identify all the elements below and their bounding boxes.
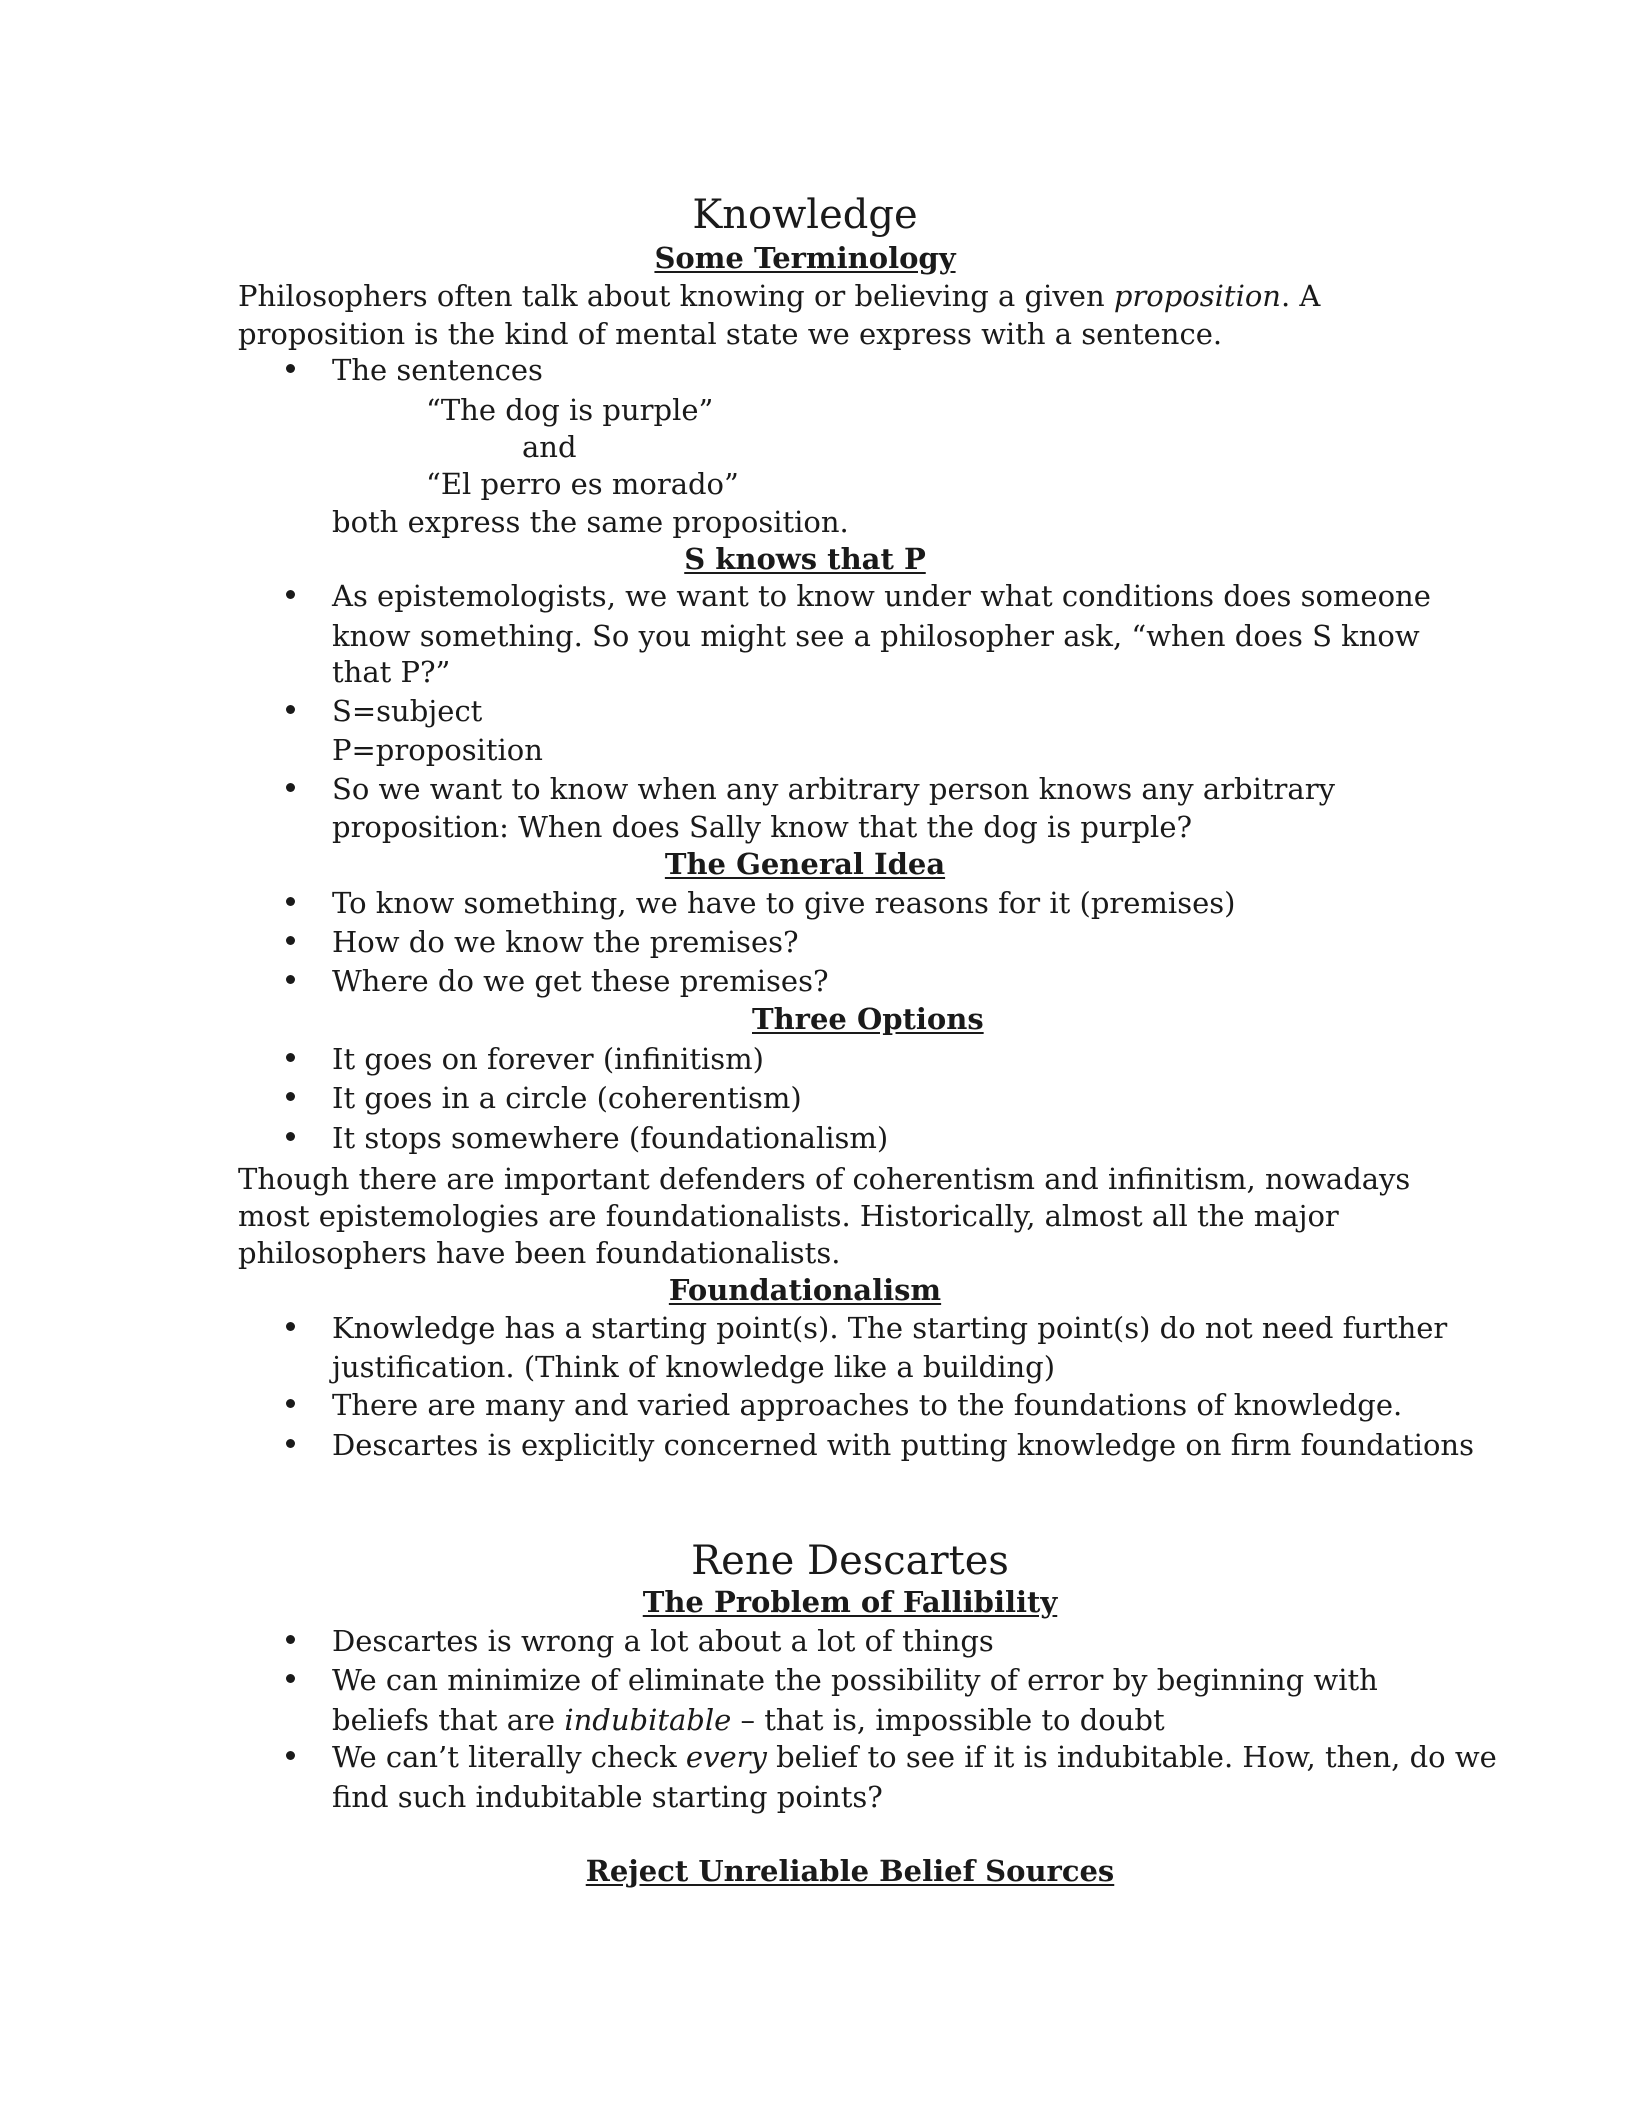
list-item: How do we know the premises?	[332, 925, 799, 959]
list-item	[332, 1739, 1497, 1775]
list-item-continuation: justification. (Think of knowledge like a building)	[332, 1350, 1056, 1384]
bullet-icon	[286, 783, 295, 792]
text-span: Philosophers often talk about knowing or believing a given	[238, 279, 1114, 313]
paragraph-line: Though there are important defenders of coherentism and infinitism, nowadays	[238, 1162, 1411, 1196]
emphasis-text: indubitable	[564, 1703, 732, 1737]
section-heading-general-idea: The General Idea	[664, 847, 946, 881]
section-heading-s-knows: S knows that P	[684, 542, 926, 576]
example-sentence: “The dog is purple”	[426, 393, 714, 427]
bullet-icon	[286, 364, 295, 373]
list-item-continuation: proposition: When does Sally know that the dog is purple?	[332, 810, 1193, 844]
text-span: beliefs that are	[332, 1703, 565, 1737]
bullet-icon	[286, 1053, 295, 1062]
section-heading-fallibility: The Problem of Fallibility	[642, 1585, 1058, 1619]
section-heading-foundationalism: Foundationalism	[668, 1273, 942, 1307]
bullet-icon	[286, 1399, 295, 1408]
list-item-continuation: find such indubitable starting points?	[332, 1780, 883, 1814]
bullet-icon	[286, 1322, 295, 1331]
section-heading-three-options: Three Options	[752, 1002, 984, 1036]
bullet-icon	[286, 1439, 295, 1448]
section-heading-terminology: Some Terminology	[654, 241, 956, 275]
list-item: S=subject	[332, 694, 483, 728]
text-span: – that is, impossible to doubt	[731, 1703, 1165, 1737]
list-item: Descartes is wrong a lot about a lot of things	[332, 1624, 994, 1658]
list-item: So we want to know when any arbitrary person knows any arbitrary	[332, 772, 1335, 806]
list-item: It goes in a circle (coherentism)	[332, 1081, 802, 1115]
list-item-continuation: P=proposition	[332, 733, 543, 767]
example-sentence: “El perro es morado”	[426, 467, 739, 501]
paragraph-line: most epistemologies are foundationalists. Historically, almost all the major	[238, 1199, 1339, 1233]
emphasis-text: every	[685, 1740, 767, 1774]
bullet-icon	[286, 897, 295, 906]
bullet-icon	[286, 1132, 295, 1141]
list-item-continuation: know something. So you might see a philosopher ask, “when does S know	[332, 619, 1420, 653]
section-title-descartes: Rene Descartes	[691, 1538, 1009, 1584]
list-item: We can minimize of eliminate the possibility of error by beginning with	[332, 1663, 1378, 1697]
bullet-icon	[286, 936, 295, 945]
paragraph-line: philosophers have been foundationalists.	[238, 1236, 841, 1270]
list-item: Where do we get these premises?	[332, 964, 829, 998]
list-item: Descartes is explicitly concerned with putting knowledge on firm foundations	[332, 1428, 1474, 1462]
example-connector: and	[522, 430, 577, 464]
list-item-continuation: both express the same proposition.	[332, 505, 849, 539]
list-item: Knowledge has a starting point(s). The starting point(s) do not need further	[332, 1311, 1448, 1345]
section-heading-reject-sources: Reject Unreliable Belief Sources	[585, 1854, 1115, 1888]
intro-paragraph-line: proposition is the kind of mental state we express with a sentence.	[238, 317, 1223, 351]
list-item: There are many and varied approaches to the foundations of knowledge.	[332, 1388, 1403, 1422]
bullet-icon	[286, 975, 295, 984]
intro-paragraph-line	[238, 278, 1320, 314]
list-item-continuation	[332, 1702, 1165, 1738]
bullet-icon	[286, 705, 295, 714]
text-span: We can’t literally check	[332, 1740, 686, 1774]
list-item: It goes on forever (infinitism)	[332, 1042, 764, 1076]
text-span: . A	[1280, 279, 1321, 313]
list-item: The sentences	[332, 353, 543, 387]
page-title: Knowledge	[692, 192, 918, 238]
bullet-icon	[286, 590, 295, 599]
bullet-icon	[286, 1092, 295, 1101]
list-item: As epistemologists, we want to know under what conditions does someone	[332, 579, 1431, 613]
list-item-continuation: that P?”	[332, 655, 451, 689]
bullet-icon	[286, 1674, 295, 1683]
bullet-icon	[286, 1635, 295, 1644]
bullet-icon	[286, 1751, 295, 1760]
list-item: To know something, we have to give reasons for it (premises)	[332, 886, 1236, 920]
list-item: It stops somewhere (foundationalism)	[332, 1121, 889, 1155]
text-span: belief to see if it is indubitable. How, then, do we	[766, 1740, 1497, 1774]
emphasis-text: proposition	[1113, 279, 1281, 313]
